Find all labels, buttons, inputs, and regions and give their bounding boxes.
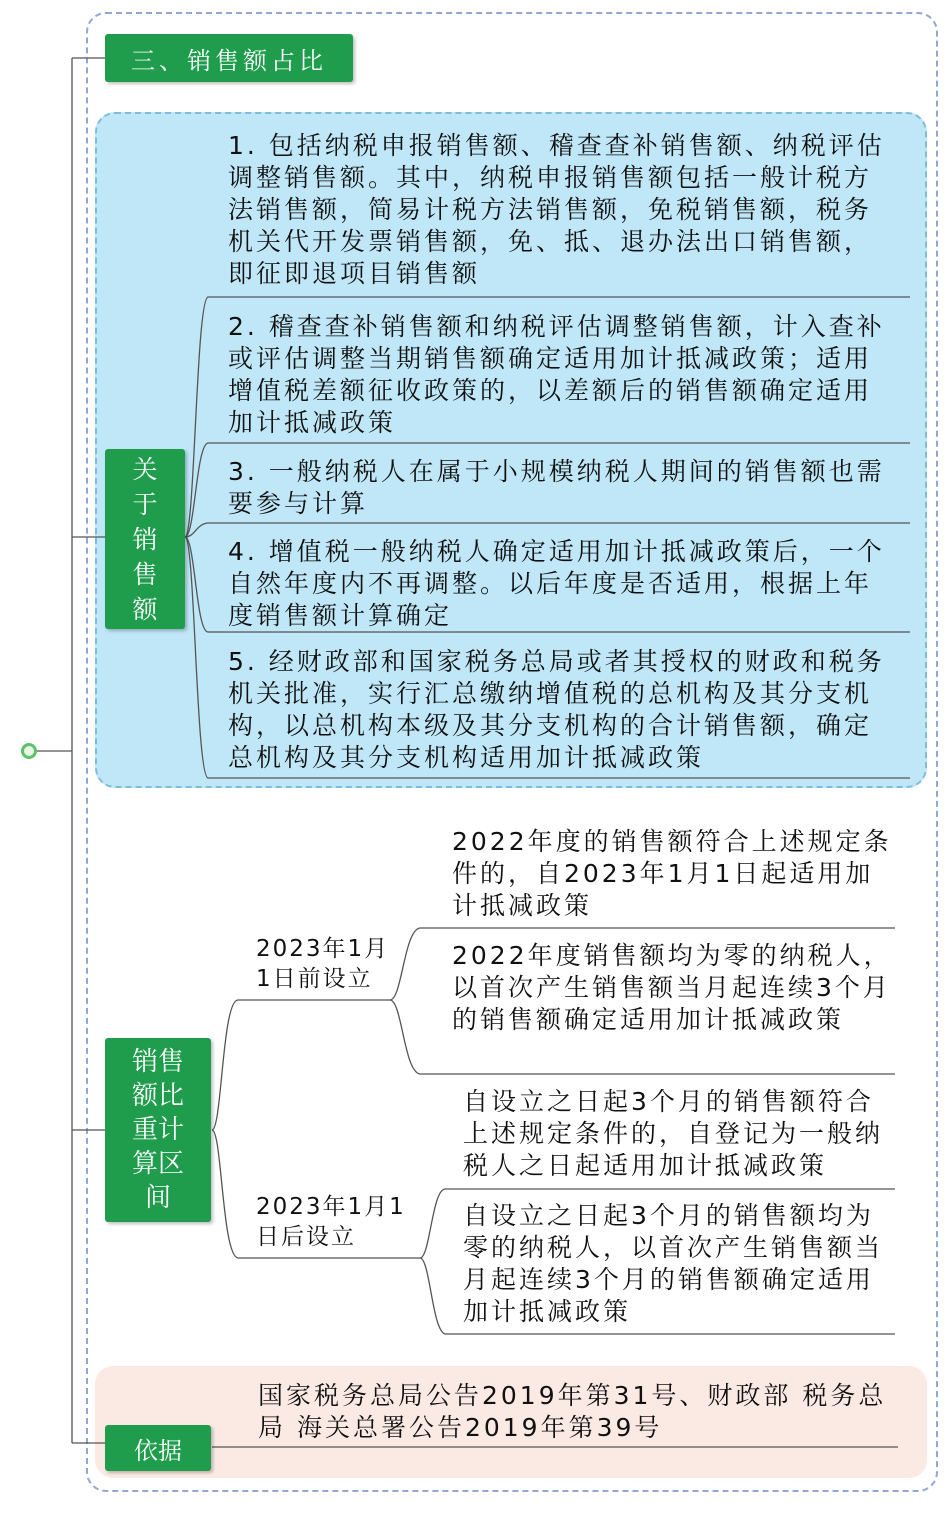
about-sales-char: 额 — [132, 594, 158, 624]
group-label-line: 日后设立 — [256, 1224, 356, 1250]
about-sales-char: 销 — [132, 524, 158, 554]
section-title[interactable]: 三、销售额占比 — [105, 34, 353, 82]
group-before-2023-node[interactable] — [256, 934, 396, 994]
calc-period-line: 重计 — [131, 1115, 184, 1145]
root-node[interactable] — [21, 743, 37, 759]
about-sales-node[interactable] — [105, 449, 185, 629]
line-item-3 — [185, 523, 910, 537]
about-sales-char: 售 — [132, 559, 158, 589]
calc-period-line: 间 — [144, 1183, 171, 1213]
group-after-2023-node[interactable] — [256, 1192, 416, 1252]
group-label-line: 2023年1月 — [256, 936, 390, 962]
group-label-line: 1日前设立 — [256, 966, 373, 992]
calc-period-node[interactable] — [105, 1038, 211, 1222]
g1-item-2: 2022年度销售额均为零的纳税人，以首次产生销售额当月起连续3个月的销售额确定适用加计抵减政策 — [452, 941, 892, 1034]
calc-period-line: 销售 — [131, 1047, 184, 1077]
calc-period-line: 算区 — [131, 1149, 184, 1179]
g2-item-2: 自设立之日起3个月的销售额均为零的纳税人，以首次产生销售额当月起连续3个月的销售额确定适用加计抵减政策 — [463, 1201, 884, 1326]
calc-period-line: 额比 — [131, 1081, 184, 1111]
group-label-line: 2023年1月1 — [256, 1194, 406, 1220]
about-item-5: 5. 经财政部和国家税务总局或者其授权的财政和税务机关批准，实行汇总缴纳增值税的总机构及其分支机构，以总机构本级及其分支机构的合计销售额，确定总机构及其分支机构适用加计抵减政策 — [228, 647, 885, 772]
line-group-1 — [212, 1000, 390, 1130]
about-sales-char: 关 — [132, 454, 158, 484]
about-item-2: 2. 稽查查补销售额和纳税评估调整销售额，计入查补或评估调整当期销售额确定适用加计抵减政策；适用增值税差额征收政策的，以差额后的销售额确定适用加计抵减政策 — [228, 312, 885, 437]
g2-item-1: 自设立之日起3个月的销售额符合上述规定条件的，自登记为一般纳税人之日起适用加计抵减政策 — [463, 1087, 884, 1180]
about-item-3: 3. 一般纳税人在属于小规模纳税人期间的销售额也需要参与计算 — [228, 457, 885, 518]
g1-item-1: 2022年度的销售额符合上述规定条件的，自2023年1月1日起适用加计抵减政策 — [452, 827, 892, 920]
basis-node[interactable]: 依据 — [105, 1425, 211, 1471]
about-item-1: 1. 包括纳税申报销售额、稽查查补销售额、纳税评估调整销售额。其中，纳税申报销售额包括一般计税方法销售额，简易计税方法销售额，免税销售额，税务机关代开发票销售额，免、抵、退办法出口销售额，即征即退项目销售额 — [228, 131, 885, 288]
basis-text: 国家税务总局公告2019年第31号、财政部 税务总局 海关总署公告2019年第39号 — [258, 1381, 887, 1442]
about-sales-char: 于 — [132, 489, 158, 519]
about-item-4: 4. 增值税一般纳税人确定适用加计抵减政策后，一个自然年度内不再调整。以后年度是否适用，根据上年度销售额计算确定 — [228, 537, 885, 630]
